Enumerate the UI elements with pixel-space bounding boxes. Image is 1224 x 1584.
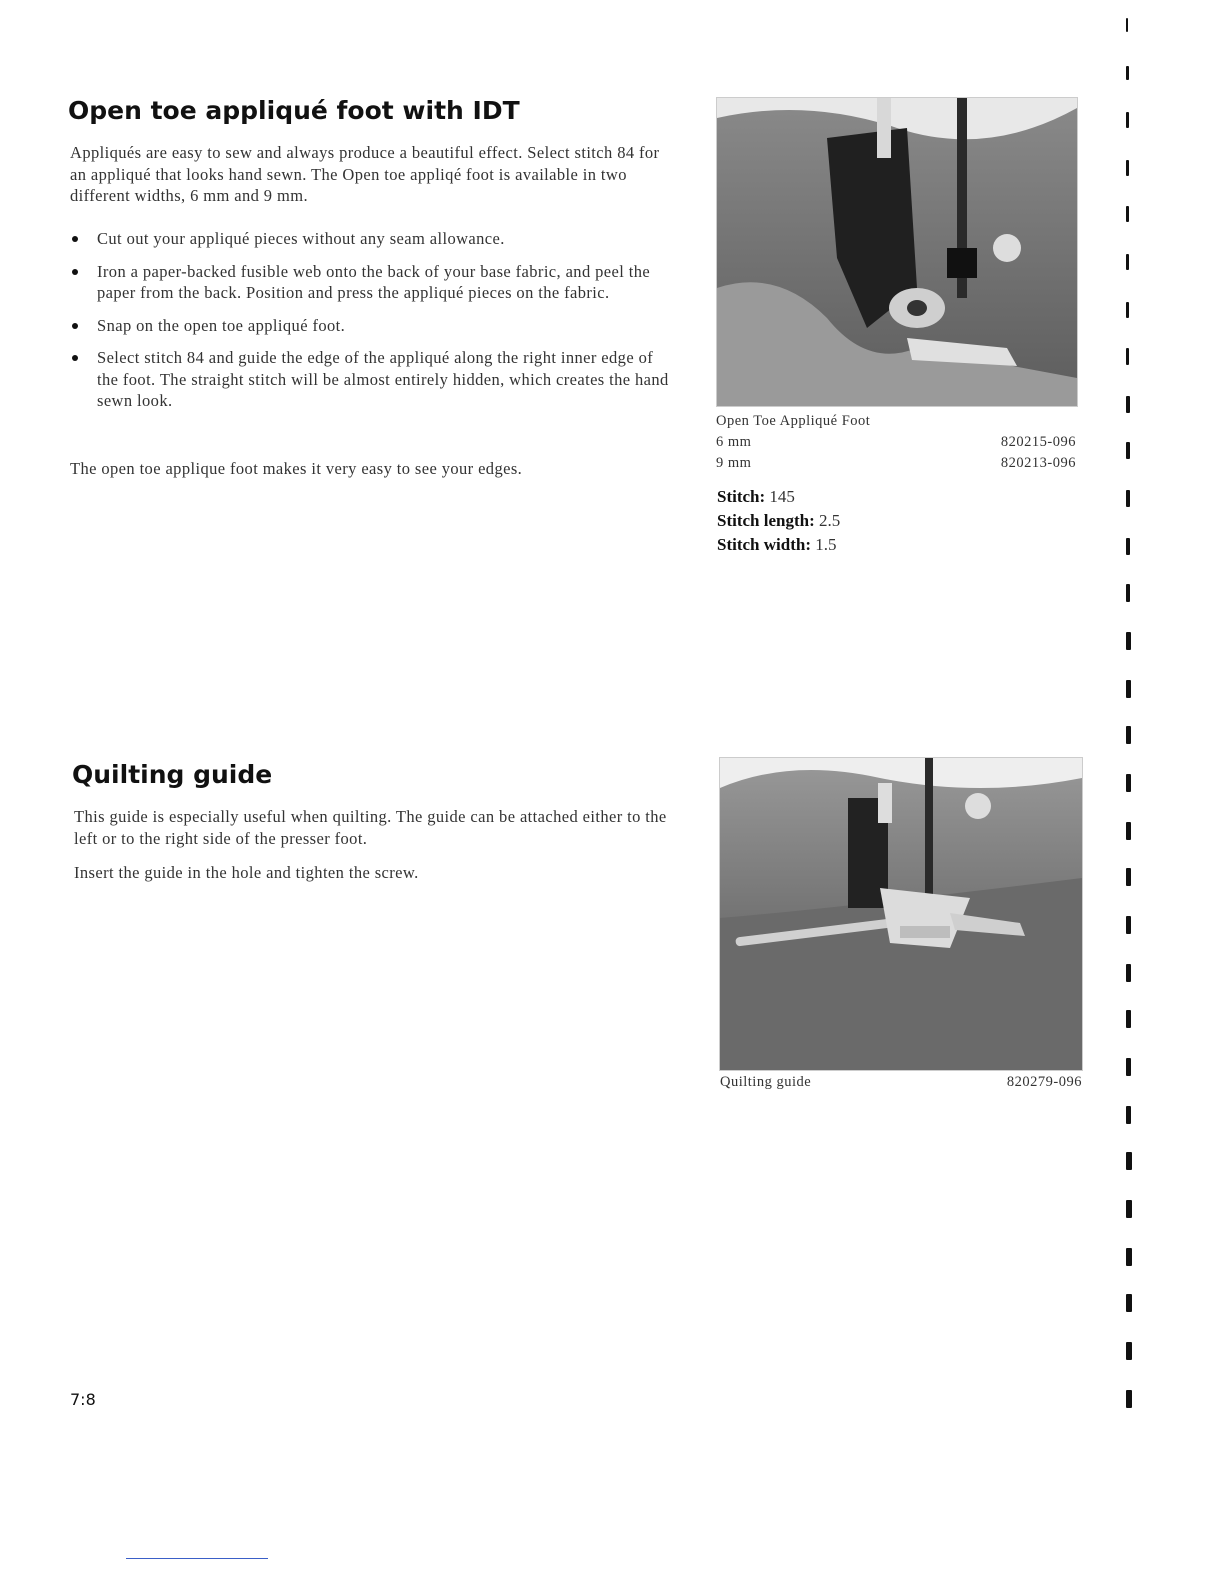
appliqué-intro: Appliqués are easy to sew and always produce a beautiful effect. Select stitch 84 for an appliqué that looks hand sewn. The Open toe appliqé foot is available in two different widths, 6 mm and 9 mm.: [70, 143, 660, 205]
index-tab-mark: [1126, 302, 1129, 318]
index-tab-mark: [1126, 822, 1131, 840]
index-tab-mark: [1126, 1010, 1131, 1028]
index-tab-mark: [1126, 538, 1130, 555]
spec-stitch-width: [717, 535, 836, 555]
section-title-appliqué-foot: Open toe appliqué foot with IDT: [68, 96, 520, 125]
list-item: Cut out your appliqué pieces without any seam allowance.: [70, 228, 670, 250]
index-tab-strip: [1122, 0, 1142, 1420]
index-tab-mark: [1126, 1106, 1131, 1124]
index-tab-mark: [1126, 396, 1130, 413]
quilting-caption: [720, 1074, 1082, 1091]
index-tab-mark: [1126, 868, 1131, 886]
index-tab-mark: [1126, 964, 1131, 982]
list-item: Select stitch 84 and guide the edge of the appliqué along the right inner edge of the foot. The straight stitch will be almost entirely hidden, which creates the hand sewn look.: [70, 347, 670, 412]
index-tab-mark: [1126, 1390, 1132, 1408]
quilting-guide-photo: [719, 757, 1083, 1071]
index-tab-mark: [1126, 1058, 1131, 1076]
index-tab-mark: [1126, 584, 1130, 602]
index-tab-mark: [1126, 1294, 1132, 1312]
spec-label: Stitch width:: [717, 535, 811, 554]
index-tab-mark: [1126, 66, 1129, 80]
size-label: 9 mm: [716, 455, 752, 471]
spec-stitch: [717, 487, 795, 507]
spec-value: 1.5: [815, 535, 837, 554]
index-tab-mark: [1126, 1342, 1132, 1360]
index-tab-mark: [1126, 1248, 1132, 1266]
index-tab-mark: [1126, 254, 1129, 270]
list-item: Iron a paper-backed fusible web onto the back of your base fabric, and peel the paper from the back. Position and press the appliqué pieces on the fabric.: [70, 261, 670, 304]
size-label: 6 mm: [716, 434, 752, 450]
index-tab-mark: [1126, 206, 1129, 222]
section-title-quilting-guide: Quilting guide: [72, 760, 273, 789]
part-number: 820279-096: [1006, 1074, 1082, 1090]
caption-title: Open Toe Appliqué Foot: [716, 413, 871, 429]
index-tab-mark: [1126, 774, 1131, 792]
part-number: 820215-096: [1000, 434, 1076, 450]
spec-label: Stitch length:: [717, 511, 815, 530]
spec-stitch-length: [717, 511, 840, 531]
caption-label: Quilting guide: [720, 1074, 812, 1090]
appliqué-closing: The open toe applique foot makes it very easy to see your edges.: [70, 459, 523, 478]
spec-value: 2.5: [819, 511, 841, 530]
index-tab-mark: [1126, 1200, 1132, 1218]
index-tab-mark: [1126, 632, 1131, 650]
index-tab-mark: [1126, 680, 1131, 698]
appliqué-foot-photo: [716, 97, 1078, 407]
page-number: 7:8: [70, 1390, 96, 1409]
size-row-9mm: [716, 455, 1076, 472]
appliqué-caption-title: [716, 413, 1076, 430]
index-tab-mark: [1126, 348, 1129, 365]
index-tab-mark: [1126, 916, 1131, 934]
index-tab-mark: [1126, 1152, 1132, 1170]
size-row-6mm: [716, 434, 1076, 451]
appliqué-steps: [70, 228, 670, 423]
spec-label: Stitch:: [717, 487, 766, 506]
quilting-instruction: Insert the guide in the hole and tighten the screw.: [74, 863, 419, 882]
index-tab-mark: [1126, 112, 1129, 128]
index-tab-mark: [1126, 442, 1130, 459]
index-tab-mark: [1126, 18, 1128, 32]
footer-rule: [126, 1558, 268, 1559]
quilting-intro: This guide is especially useful when quilting. The guide can be attached either to the left or to the right side of the presser foot.: [74, 807, 667, 848]
list-item: Snap on the open toe appliqué foot.: [70, 315, 670, 337]
index-tab-mark: [1126, 490, 1130, 507]
index-tab-mark: [1126, 726, 1131, 744]
spec-value: 145: [769, 487, 795, 506]
index-tab-mark: [1126, 160, 1129, 176]
part-number: 820213-096: [1000, 455, 1076, 471]
